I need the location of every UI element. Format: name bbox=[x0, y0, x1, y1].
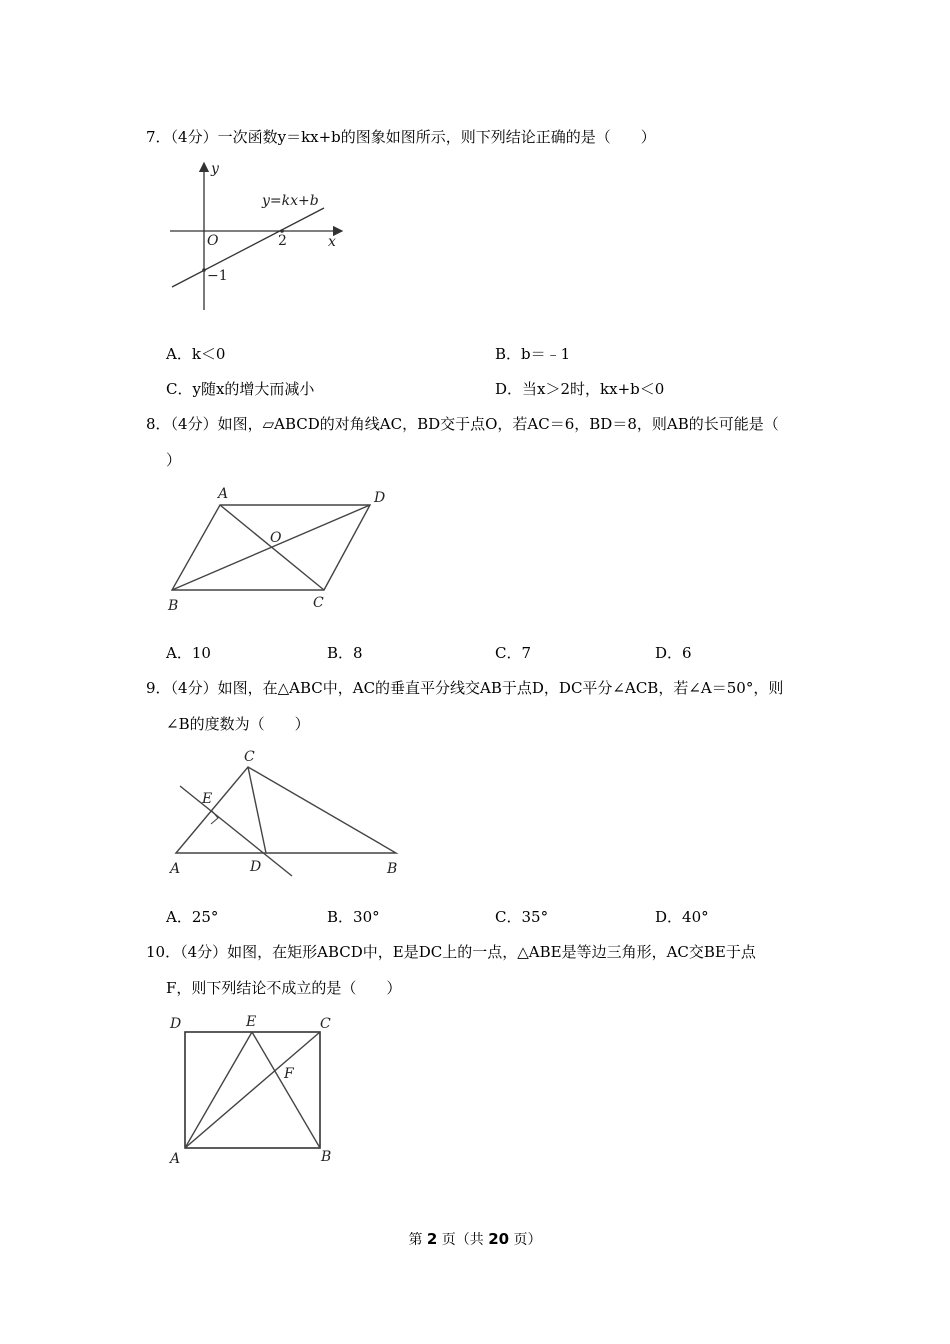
vertex-c-label: C bbox=[244, 749, 255, 765]
vertex-b-label: B bbox=[387, 861, 398, 877]
question-7-stem bbox=[146, 126, 656, 148]
option-a: A．k＜0 bbox=[166, 345, 226, 363]
question-10-figure bbox=[160, 1010, 360, 1170]
point-e-label: E bbox=[246, 1014, 257, 1030]
question-8-figure bbox=[160, 480, 400, 615]
vertex-a-label: A bbox=[170, 861, 181, 877]
function-line bbox=[172, 208, 324, 287]
option-c: C．35° bbox=[495, 908, 549, 926]
x-axis-label: x bbox=[328, 234, 336, 250]
x-tick-label: 2 bbox=[278, 233, 287, 249]
point-e-label: E bbox=[202, 791, 213, 807]
option-b: B．b＝﹣1 bbox=[495, 345, 571, 363]
question-number: 7． bbox=[146, 128, 171, 146]
option-c: C．y随x的增大而减小 bbox=[166, 380, 315, 398]
line-equation-label: y=kx+b bbox=[262, 193, 319, 209]
point-f-label: F bbox=[284, 1066, 294, 1082]
point-d-label: D bbox=[250, 859, 262, 875]
option-a: A．10 bbox=[166, 644, 211, 662]
option-c: C．7 bbox=[495, 644, 532, 662]
vertex-b-label: B bbox=[321, 1149, 332, 1165]
vertex-b-label: B bbox=[168, 598, 179, 614]
vertex-a-label: A bbox=[218, 486, 229, 502]
option-a: A．25° bbox=[166, 908, 219, 926]
vertex-a-label: A bbox=[170, 1151, 181, 1167]
y-tick-label: −1 bbox=[207, 268, 228, 284]
vertex-d-label: D bbox=[374, 490, 386, 506]
option-b: B．30° bbox=[327, 908, 380, 926]
question-9-stem-cont: ∠B的度数为（ ） bbox=[166, 715, 310, 733]
page-footer: 第 2 页（共 20 页） bbox=[408, 1230, 542, 1248]
question-9-stem: 9．（4分）如图，在△ABC中，AC的垂直平分线交AB于点D，DC平分∠ACB，若∠A＝50°，则 bbox=[146, 679, 784, 697]
question-8-stem: 8．（4分）如图，▱ABCD的对角线AC，BD交于点O，若AC＝6，BD＝8，则AB的长可能是（ bbox=[146, 415, 779, 433]
vertex-c-label: C bbox=[313, 595, 324, 611]
origin-label: O bbox=[207, 233, 219, 249]
vertex-c-label: C bbox=[320, 1016, 331, 1032]
diagonal-bd bbox=[172, 505, 370, 590]
current-page-number: 2 bbox=[426, 1230, 438, 1248]
option-d: D．当x＞2时，kx+b＜0 bbox=[495, 380, 665, 398]
question-text: （4分）一次函数y＝kx+b的图象如图所示，则下列结论正确的是（ ） bbox=[170, 128, 656, 146]
segment-ae bbox=[185, 1032, 252, 1148]
option-d: D．40° bbox=[655, 908, 709, 926]
question-10-stem: 10．（4分）如图，在矩形ABCD中，E是DC上的一点，△ABE是等边三角形，AC交BE于点 bbox=[146, 943, 756, 961]
segment-cd bbox=[248, 767, 266, 853]
segment-be bbox=[252, 1032, 320, 1148]
question-8-stem-cont: ） bbox=[166, 451, 182, 469]
total-pages: 20 bbox=[488, 1230, 510, 1248]
vertex-d-label: D bbox=[170, 1016, 182, 1032]
perpendicular-bisector bbox=[180, 786, 292, 876]
question-7-figure bbox=[160, 155, 360, 320]
y-axis-label: y bbox=[211, 161, 219, 177]
option-d: D．6 bbox=[655, 644, 692, 662]
question-9-figure bbox=[160, 745, 420, 880]
question-10-stem-cont: F，则下列结论不成立的是（ ） bbox=[166, 979, 402, 997]
option-b: B．8 bbox=[327, 644, 363, 662]
center-o-label: O bbox=[270, 530, 282, 546]
diagonal-ac bbox=[185, 1032, 320, 1148]
